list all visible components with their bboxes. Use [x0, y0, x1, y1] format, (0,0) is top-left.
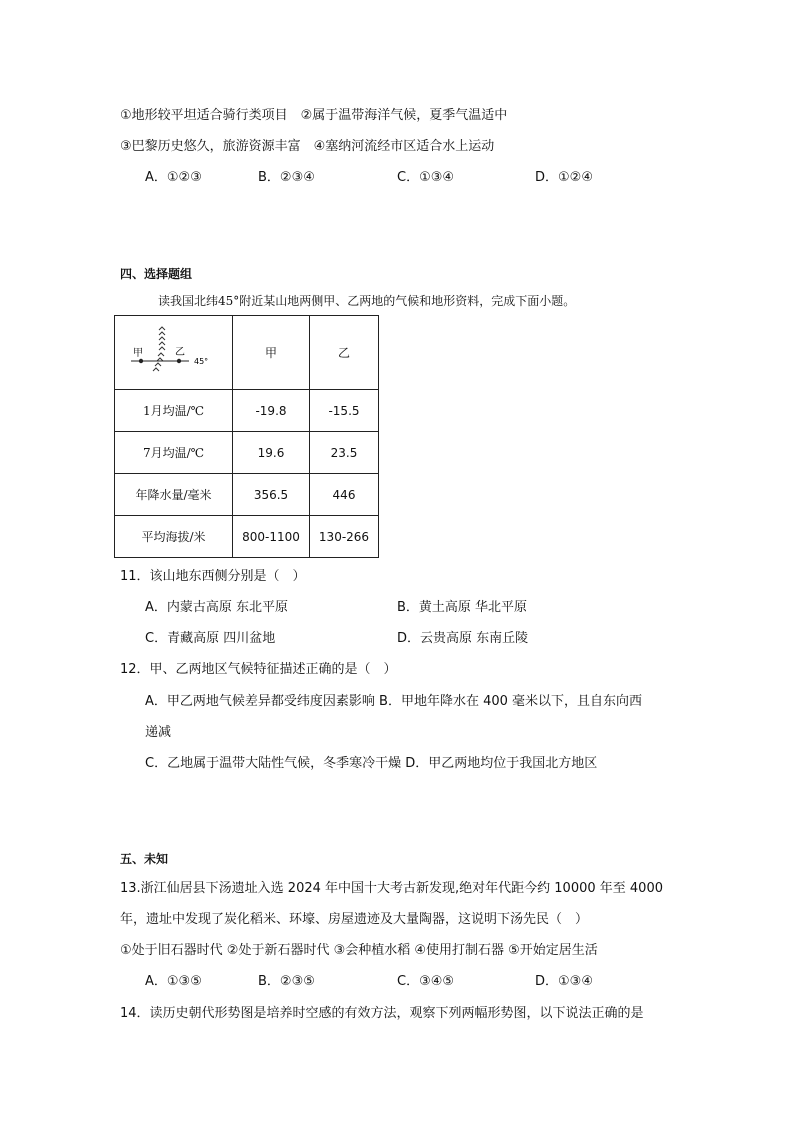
option-a: A．①②③	[145, 170, 202, 185]
cell-jia: 800-1100	[233, 516, 310, 558]
option-b: B．②③④	[258, 170, 315, 185]
q11-option-a: A．内蒙古高原 东北平原	[145, 600, 289, 615]
section-heading: 四、选择题组	[120, 267, 193, 281]
question-14-line-1: 14．读历史朝代形势图是培养时空感的有效方法，观察下列两幅形势图，以下说法正确的是	[120, 1006, 644, 1021]
row-label: 7月均温/℃	[115, 432, 233, 474]
question-12-stem: 12．甲、乙两地区气候特征描述正确的是（ ）	[120, 662, 397, 677]
cell-yi: 23.5	[310, 432, 379, 474]
row-label: 年降水量/毫米	[115, 474, 233, 516]
cell-yi: 130-266	[310, 516, 379, 558]
section-intro: 读我国北纬45°附近某山地两侧甲、乙两地的气候和地形资料，完成下面小题。	[158, 294, 576, 308]
diagram-label-jia: 甲	[132, 348, 143, 359]
cell-jia: 356.5	[233, 474, 310, 516]
q13-option-a: A．①③⑤	[145, 974, 202, 989]
col-header-jia: 甲	[233, 316, 310, 390]
option-d: D．①②④	[535, 170, 593, 185]
diagram-latitude-label: 45°	[193, 357, 208, 366]
question-13-line-3: ①处于旧石器时代 ②处于新石器时代 ③会种植水稻 ④使用打制石器 ⑤开始定居生活	[120, 943, 598, 958]
statement-line-2: ③巴黎历史悠久，旅游资源丰富 ④塞纳河流经市区适合水上运动	[120, 139, 495, 154]
q12-options-ab: A．甲乙两地气候差异都受纬度因素影响 B．甲地年降水在 400 毫米以下，且自东向西	[145, 694, 643, 709]
location-diagram-cell	[115, 316, 233, 390]
question-11-stem: 11．该山地东西侧分别是（ ）	[120, 569, 306, 584]
option-c: C．①③④	[397, 170, 455, 185]
cell-jia: 19.6	[233, 432, 310, 474]
q11-option-d: D．云贵高原 东南丘陵	[397, 631, 529, 646]
question-13-line-2: 年，遗址中发现了炭化稻米、环壕、房屋遗迹及大量陶器，这说明下汤先民（ ）	[120, 912, 589, 927]
q13-option-d: D．①③④	[535, 974, 593, 989]
statement-line-1: ①地形较平坦适合骑行类项目 ②属于温带海洋气候，夏季气温适中	[120, 108, 508, 123]
q11-option-c: C．青藏高原 四川盆地	[145, 631, 276, 646]
q11-option-b: B．黄土高原 华北平原	[397, 600, 528, 615]
col-header-yi: 乙	[310, 316, 379, 390]
diagram-label-yi: 乙	[174, 347, 185, 358]
cell-yi: 446	[310, 474, 379, 516]
cell-yi: -15.5	[310, 390, 379, 432]
q13-option-c: C．③④⑤	[397, 974, 455, 989]
mountain-profile-diagram	[119, 320, 229, 382]
row-label: 1月均温/℃	[115, 390, 233, 432]
q12-options-cd: C．乙地属于温带大陆性气候，冬季寒冷干燥 D．甲乙两地均位于我国北方地区	[145, 756, 598, 771]
climate-data-table	[114, 315, 379, 558]
question-13-line-1: 13.浙江仙居县下汤遗址入选 2024 年中国十大考古新发现,绝对年代距今约 10000 年至 4000	[120, 881, 663, 896]
cell-jia: -19.8	[233, 390, 310, 432]
section-heading-5: 五、未知	[120, 852, 169, 866]
row-label: 平均海拔/米	[115, 516, 233, 558]
q12-options-ab-continued: 递减	[145, 725, 172, 740]
q13-option-b: B．②③⑤	[258, 974, 315, 989]
